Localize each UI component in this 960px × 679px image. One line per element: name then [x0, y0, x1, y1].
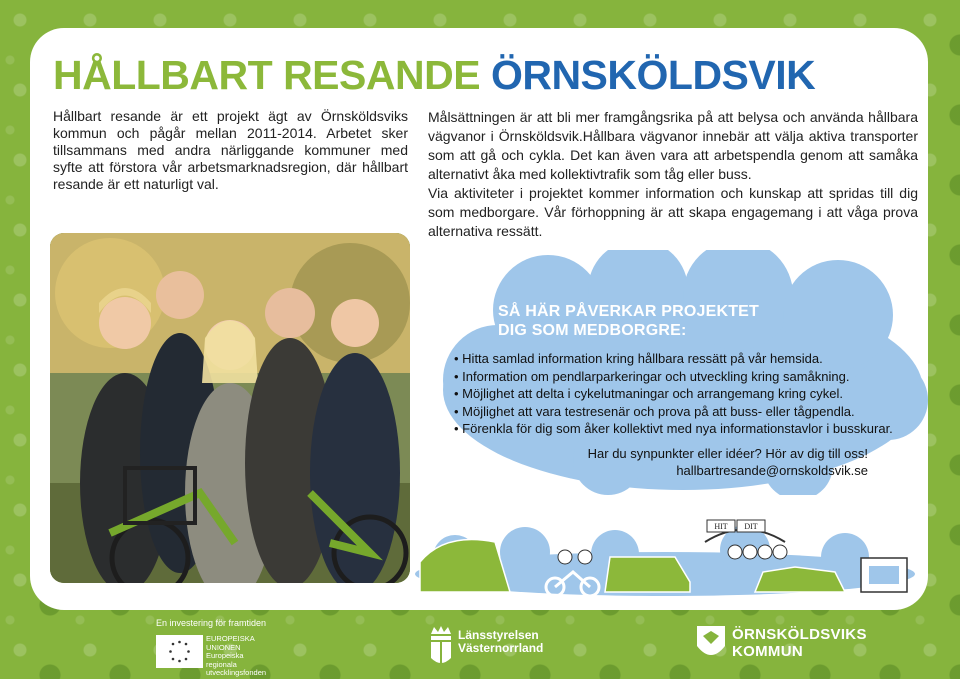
- intro-paragraph: Hållbart resande är ett projekt ägt av Örnsköldsviks kommun och pågår mellan 2011-2014. Arbetet sker tillsammans med andra närliggande kommuner med syfte att förstora vår arbetsmarknadsregion, där hållbart resande är ett naturligt val.: [53, 108, 408, 192]
- ornskoldsvik-kommun-logo: [695, 624, 867, 667]
- info-cloud: [438, 250, 928, 495]
- page-title: [53, 52, 815, 99]
- sign-hit: HIT: [714, 522, 728, 531]
- goal-paragraph-2: Via aktiviteter i projektet kommer information och kunskap att spridas till dig som medborgare. Vår förhoppning är att skapa engagemang i att våga prova alternativa ressätt.: [428, 185, 918, 239]
- list-item: • Hitta samlad information kring hållbara ressätt på vår hemsida.: [454, 350, 893, 368]
- train-shape: [420, 540, 510, 593]
- eu-tagline: En investering för framtiden: [156, 618, 267, 628]
- eu-flag-icon: [156, 635, 203, 668]
- contact-email[interactable]: hallbartresande@ornskoldsvik.se: [676, 463, 868, 478]
- cloud-heading: [498, 302, 759, 340]
- lansstyrelsen-line-2: Västernorrland: [458, 641, 544, 655]
- list-item: • Information om pendlarparkeringar och utveckling kring samåkning.: [454, 368, 893, 386]
- kommun-line-1: ÖRNSKÖLDSVIKS: [732, 626, 867, 643]
- list-item: • Möjlighet att vara testresenär och prova på att buss- eller tågpendla.: [454, 403, 893, 421]
- contact-prompt: Har du synpunkter eller idéer? Hör av dig till oss!: [587, 446, 868, 461]
- eu-line-2: UNIONEN: [206, 642, 241, 652]
- title-part-green: HÅLLBART RESANDE: [53, 52, 481, 98]
- transport-illustration: [415, 512, 915, 602]
- goal-section: [428, 108, 918, 241]
- kommun-name: [732, 626, 867, 660]
- eu-line-3: Europeiska: [206, 651, 244, 660]
- sign-dit: DIT: [744, 522, 758, 531]
- lansstyrelsen-name: [458, 629, 543, 655]
- bus-shape: [605, 557, 690, 592]
- eu-line-1: EUROPEISKA: [206, 634, 255, 643]
- list-item: • Möjlighet att delta i cykelutmaningar och arrangemang kring cykel.: [454, 385, 893, 403]
- cloud-heading-line-1: SÅ HÄR PÅVERKAR PROJEKTET: [498, 303, 760, 320]
- crown-shield-icon: [428, 624, 454, 668]
- cloud-heading-line-2: DIG SOM MEDBORGRE:: [498, 322, 687, 339]
- eu-line-5: utvecklingsfonden: [206, 668, 267, 677]
- group-photo: [50, 233, 410, 583]
- lansstyrelsen-logo: [428, 624, 544, 673]
- kommun-shield-icon: [695, 624, 727, 662]
- lansstyrelsen-line-1: Länsstyrelsen: [458, 628, 539, 642]
- eu-line-4: regionala: [206, 659, 237, 669]
- benefit-list: [454, 350, 893, 438]
- kommun-line-2: KOMMUN: [732, 643, 803, 660]
- people-with-bikes-image: [50, 233, 410, 583]
- list-item: • Förenkla för dig som åker kollektivt med nya informationstavlor i busskurar.: [454, 420, 893, 438]
- contact-info: [438, 445, 868, 479]
- title-part-blue: ÖRNSKÖLDSVIK: [490, 52, 816, 98]
- goal-paragraph-1: Målsättningen är att bli mer framgångsrika på att belysa och använda hållbara vägvanor i Örnsköldsvik.Hållbara vägvanor innebär att välja aktiva transporter som att gå och cykla. Det kan även vara att arbetspendla genom att samåka alternativt åka med kollektivtrafik som tåg eller buss.: [428, 109, 918, 182]
- eu-text: [206, 635, 266, 678]
